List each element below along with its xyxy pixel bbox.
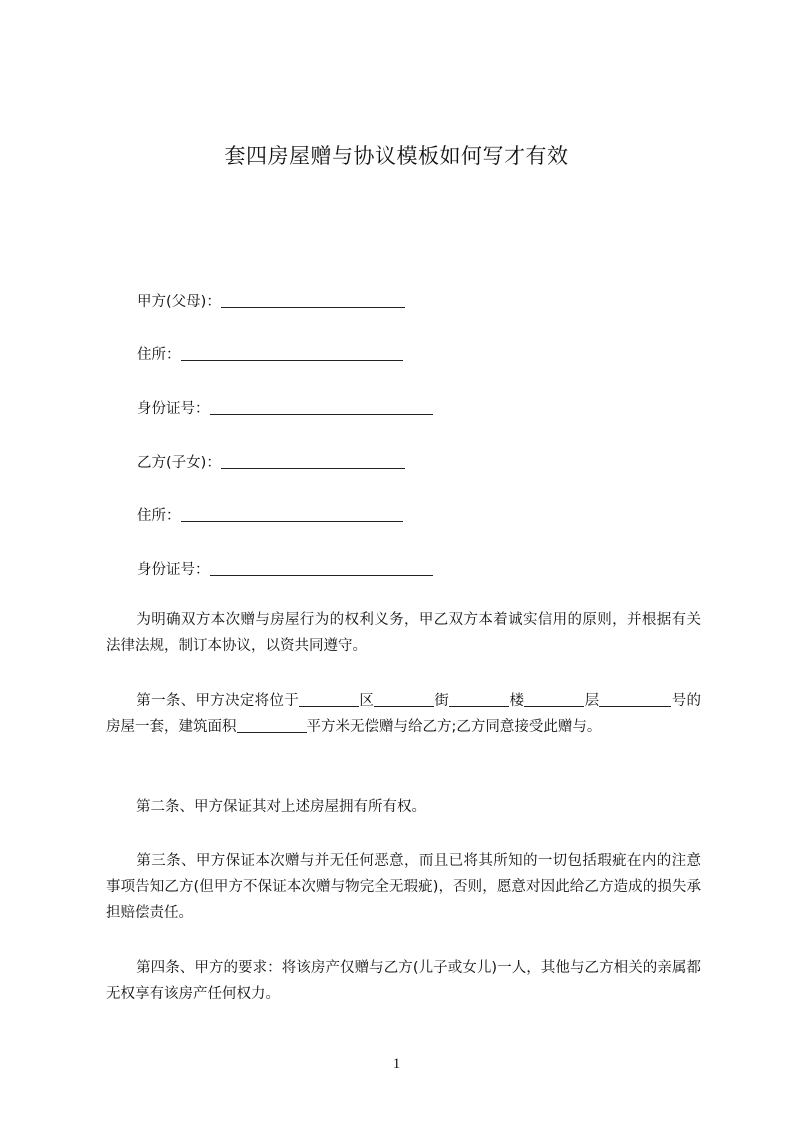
preamble-paragraph (106, 607, 701, 659)
article-4-text: 第四条、甲方的要求：将该房产仅赠与乙方(儿子或女儿)一人，其他与乙方相关的亲属都无权享有该房产任何权力。 (106, 960, 701, 1002)
party-a-address-label: 住所： (137, 347, 181, 363)
article-1-text-2: 区 (359, 693, 375, 709)
article-1-text-5: 层 (584, 693, 600, 709)
party-a-address-blank[interactable] (181, 345, 403, 361)
article-2-paragraph (106, 794, 701, 820)
article-1-text-1: 第一条、甲方决定将位于 (136, 693, 300, 709)
preamble-text: 为明确双方本次赠与房屋行为的权利义务，甲乙双方本着诚实信用的原则，并根据有关法律法规，制订本协议，以资共同遵守。 (106, 612, 701, 654)
party-a-address-field (137, 345, 403, 365)
district-blank[interactable] (299, 691, 359, 707)
article-3-text: 第三条、甲方保证本次赠与并无任何恶意，而且已将其所知的一切包括瑕疵在内的注意事项告知乙方(但甲方不保证本次赠与物完全无瑕疵)，否则，愿意对因此给乙方造成的损失承担赔偿责任。 (106, 853, 701, 921)
page-title: 套四房屋赠与协议模板如何写才有效 (224, 144, 569, 168)
party-b-label: 乙方(子女)： (137, 455, 221, 471)
article-4-paragraph (106, 955, 701, 1007)
floor-blank[interactable] (524, 691, 584, 707)
room-number-blank[interactable] (599, 691, 671, 707)
page-number: 1 (392, 1056, 401, 1072)
party-a-id-label: 身份证号： (137, 401, 210, 417)
party-a-blank[interactable] (221, 292, 405, 308)
party-b-field (137, 453, 405, 473)
party-a-id-field (137, 399, 433, 419)
party-b-address-blank[interactable] (181, 506, 403, 522)
party-b-id-field (137, 560, 433, 580)
party-b-address-label: 住所： (137, 508, 181, 524)
street-blank[interactable] (374, 691, 434, 707)
article-1-text-7: 平方米无偿赠与给乙方;乙方同意接受此赠与。 (306, 719, 602, 735)
party-b-id-label: 身份证号： (137, 562, 210, 578)
party-a-id-blank[interactable] (210, 399, 433, 415)
party-a-label: 甲方(父母)： (137, 294, 221, 310)
article-1-text-4: 楼 (509, 693, 525, 709)
article-2-text: 第二条、甲方保证其对上述房屋拥有所有权。 (136, 799, 426, 815)
party-a-field (137, 292, 405, 312)
party-b-id-blank[interactable] (210, 560, 433, 576)
article-3-paragraph (106, 848, 701, 926)
article-1-paragraph (106, 688, 701, 740)
building-blank[interactable] (449, 691, 509, 707)
article-1-text-3: 街 (434, 693, 450, 709)
article-1-text-6: 号的房屋一套，建筑面积 (106, 693, 702, 735)
area-blank[interactable] (237, 717, 307, 733)
party-b-address-field (137, 506, 403, 526)
party-b-blank[interactable] (221, 453, 405, 469)
